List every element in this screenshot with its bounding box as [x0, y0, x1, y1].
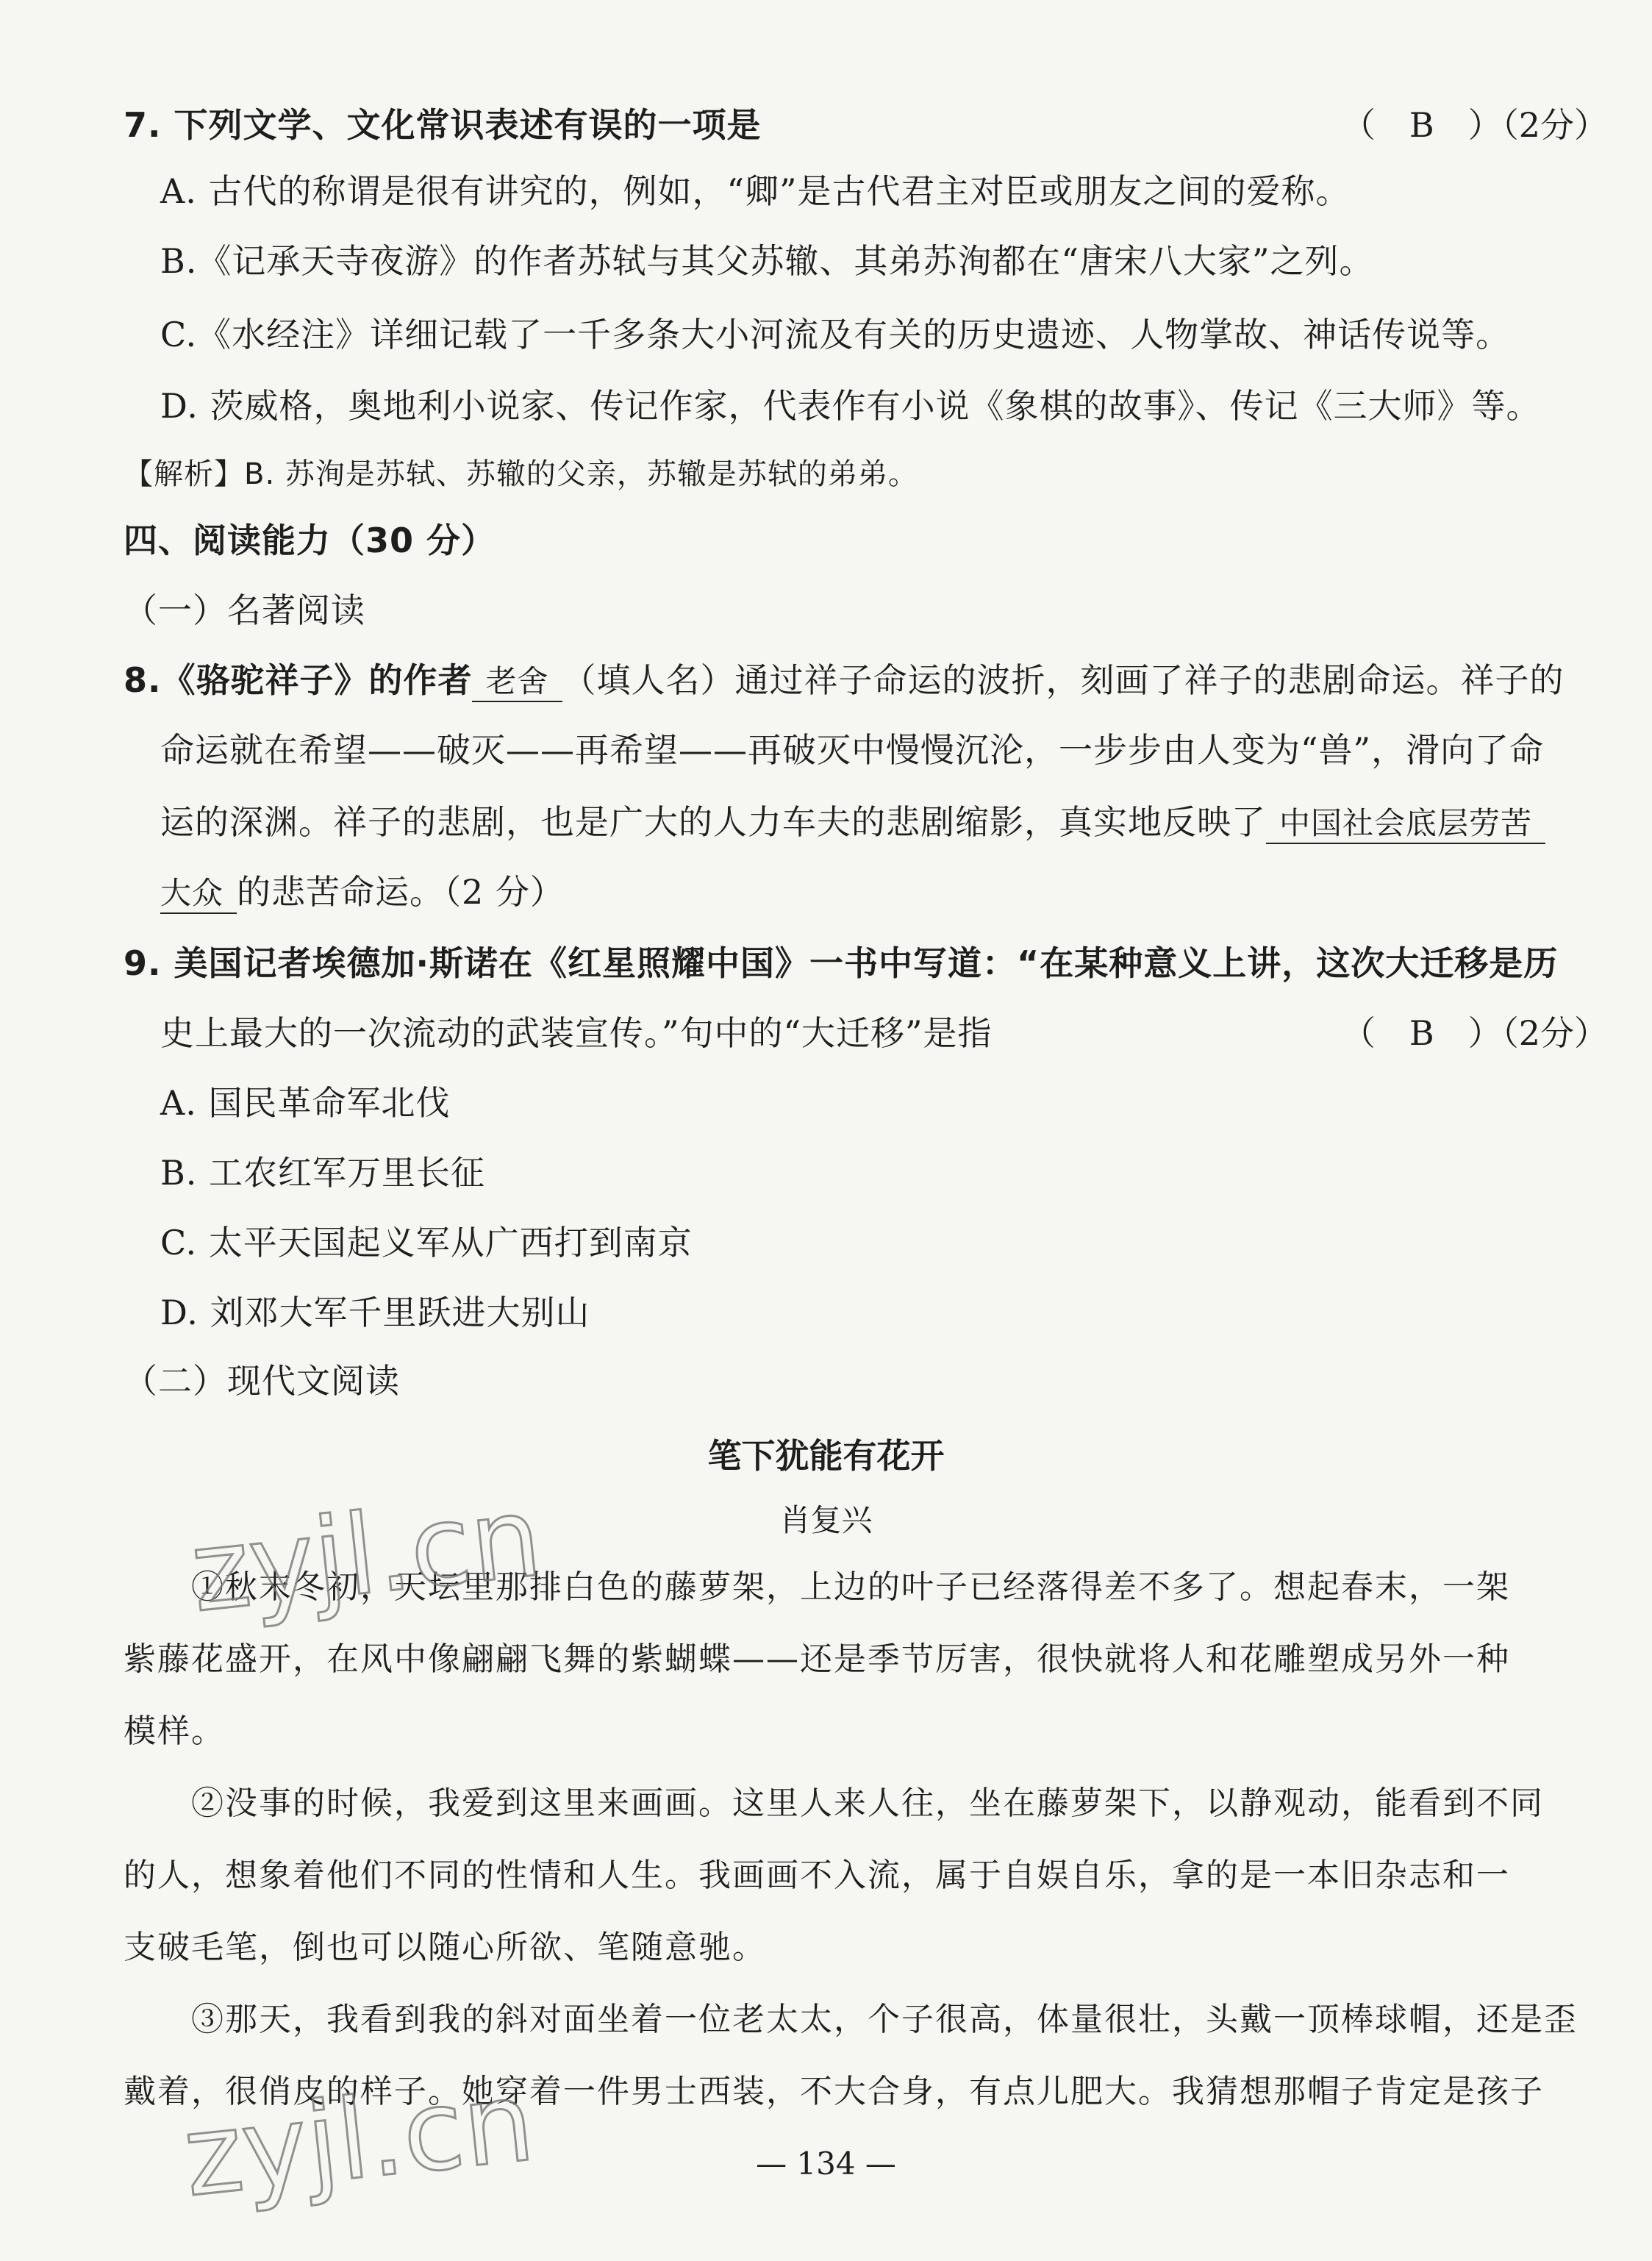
- q9-line-2: 史上最大的一次流动的武装宣传。”句中的“大迁移”是指: [160, 1013, 993, 1053]
- q7-stem-text: 7. 下列文学、文化常识表述有误的一项是: [124, 105, 762, 145]
- watermark-logo: zyjl.cn: [178, 2057, 540, 2222]
- q8-stem-start: 8.《骆驼祥子》的作者: [124, 660, 473, 700]
- para3-line-1: ③那天，我看到我的斜对面坐着一位老太太，个子很高，体量很壮，头戴一顶棒球帽，还是歪: [191, 2001, 1578, 2038]
- q9-line-1: [124, 941, 1558, 985]
- q8-line-1-rest: （填人名）通过祥子命运的波折，刻画了祥子的悲剧命运。祥子的: [562, 660, 1565, 700]
- q9-answer: （ B ）（2分）: [1341, 1013, 1608, 1053]
- q8-blank-reflect-b: 大众: [160, 874, 237, 914]
- para3-line-2: 戴着，很俏皮的样子。她穿着一件男士西装，不大合身，有点儿肥大。我猜想那帽子肯定是孩子: [124, 2073, 1544, 2110]
- q9-stem-start: 9. 美国记者埃德加·斯诺在《红星照耀中国》一书中写道：“在某种意义上讲，这次大迁移是历: [124, 943, 1559, 983]
- q8-line-4: [160, 870, 565, 914]
- q8-blank-reflect-a: 中国社会底层劳苦: [1266, 804, 1545, 844]
- page-number: — 134 —: [756, 2146, 896, 2182]
- para2-line-2: 的人，想象着他们不同的性情和人生。我画画不入流，属于自娱自乐，拿的是一本旧杂志和一: [124, 1857, 1510, 1894]
- q9-option-b: B. 工农红军万里长征: [160, 1153, 486, 1193]
- q8-line-3-text: 运的深渊。祥子的悲剧，也是广大的人力车夫的悲剧缩影，真实地反映了: [160, 802, 1266, 842]
- q8-blank-author: 老舍: [472, 662, 562, 702]
- q7-option-c: C.《水经注》详细记载了一千多条大小河流及有关的历史遗迹、人物掌故、神话传说等。: [160, 315, 1511, 354]
- para1-line-1: ①秋末冬初，天坛里那排白色的藤萝架，上边的叶子已经落得差不多了。想起春末，一架: [191, 1568, 1510, 1606]
- q9-option-c: C. 太平天国起义军从广西打到南京: [160, 1223, 693, 1262]
- q9-option-d: D. 刘邓大军千里跃进大别山: [160, 1293, 590, 1332]
- subsection-classics: （一）名著阅读: [124, 590, 365, 630]
- section-heading: 四、阅读能力（30 分）: [124, 521, 496, 560]
- q8-line-4-text: 的悲苦命运。（2 分）: [237, 872, 565, 912]
- article-author: 肖复兴: [779, 1502, 873, 1538]
- q7-analysis: 【解析】B. 苏洵是苏轼、苏辙的父亲，苏辙是苏轼的弟弟。: [124, 457, 918, 491]
- q8-line-1: [124, 658, 1565, 702]
- subsection-modern: （二）现代文阅读: [124, 1361, 400, 1401]
- para2-line-3: 支破毛笔，倒也可以随心所欲、笔随意驰。: [124, 1929, 766, 1966]
- para1-line-2: 紫藤花盛开，在风中像翩翩飞舞的紫蝴蝶——还是季节厉害，很快就将人和花雕塑成另外一种: [124, 1640, 1510, 1678]
- q7-option-a: A. 古代的称谓是很有讲究的，例如，“卿”是古代君主对臣或朋友之间的爱称。: [160, 171, 1351, 211]
- q7-option-b: B.《记承天寺夜游》的作者苏轼与其父苏辙、其弟苏洵都在“唐宋八大家”之列。: [160, 241, 1374, 281]
- article-title: 笔下犹能有花开: [707, 1436, 945, 1476]
- q7-answer: （ B ）（2分）: [1341, 105, 1608, 145]
- q8-line-3: [160, 800, 1545, 844]
- q7-option-d: D. 茨威格，奥地利小说家、传记作家，代表作有小说《象棋的故事》、传记《三大师》等。: [160, 386, 1541, 426]
- watermark-logo: zyjl.cn: [185, 1473, 547, 1637]
- q7-stem: [124, 103, 762, 147]
- para1-line-3: 模样。: [124, 1712, 225, 1750]
- q9-option-a: A. 国民革命军北伐: [160, 1083, 451, 1123]
- para2-line-1: ②没事的时候，我爱到这里来画画。这里人来人往，坐在藤萝架下，以静观动，能看到不同: [191, 1785, 1544, 1822]
- q8-line-2: 命运就在希望——破灭——再希望——再破灭中慢慢沉沦，一步步由人变为“兽”，滑向了命: [160, 730, 1545, 770]
